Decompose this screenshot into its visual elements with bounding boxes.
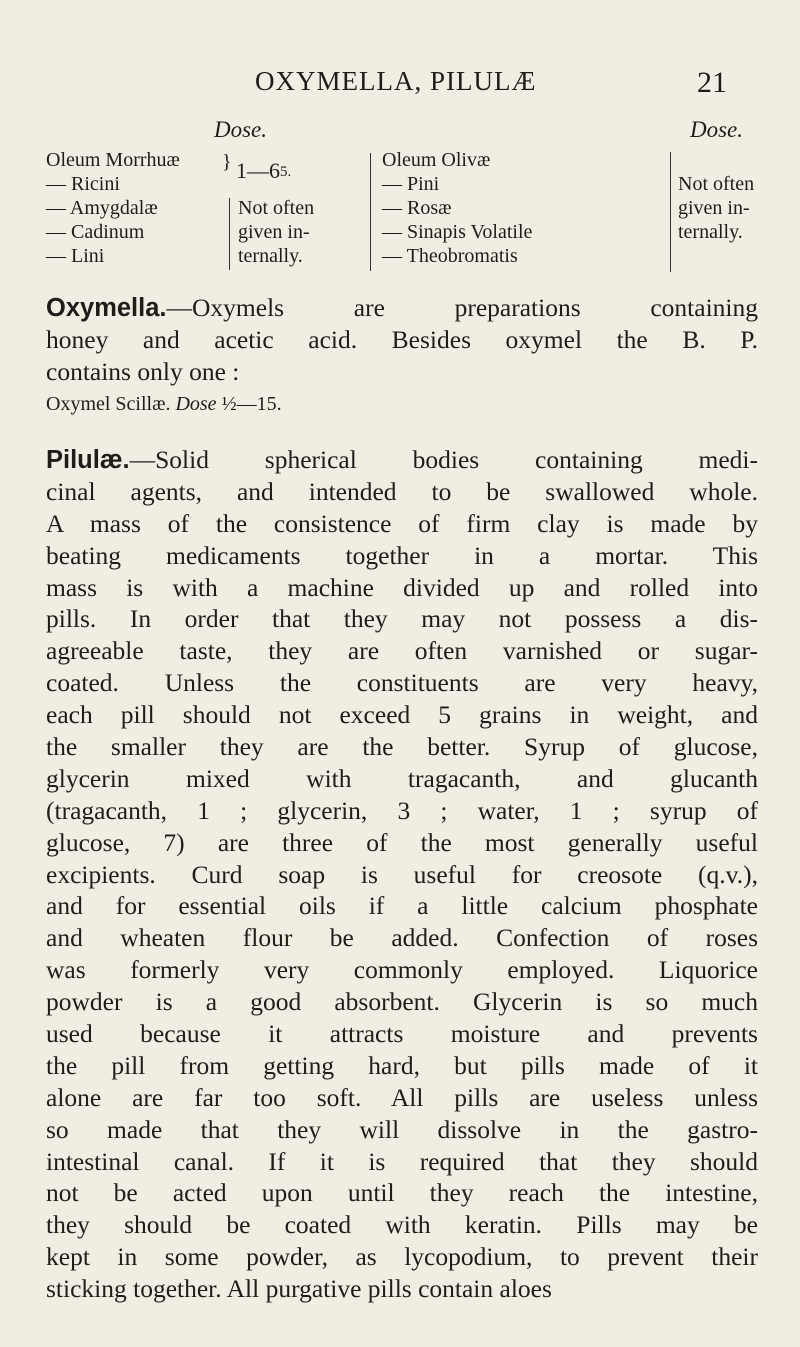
- text-line: so made that they will dissolve in the gastro-: [46, 1114, 758, 1144]
- text-line: and wheaten flour be added. Confection of roses: [46, 923, 758, 953]
- brace-rule: [670, 152, 671, 272]
- text-line: kept in some powder, as lycopodium, to prevent their: [46, 1242, 758, 1272]
- text-line: agreeable taste, they are often varnished or sugar-: [46, 636, 758, 666]
- text-line: A mass of the consistence of firm clay is made by: [46, 508, 758, 538]
- drug-name: — Ricini: [46, 173, 120, 195]
- dose-range: 1—65.: [236, 158, 292, 183]
- oxymel-scillae-entry: [46, 393, 282, 416]
- text-line: honey and acetic acid. Besides oxymel the B. P.: [46, 324, 758, 354]
- text-line: mass is with a machine divided up and rolled into: [46, 572, 758, 602]
- text-line: Oxymella.—Oxymels are preparations containing: [46, 293, 758, 322]
- text-line: contains only one :: [46, 356, 240, 386]
- text-line: the pill from getting hard, but pills made of it: [46, 1050, 758, 1080]
- preparation-name: Oxymel Scillæ.: [46, 393, 171, 415]
- text-line: powder is a good absorbent. Glycerin is so much: [46, 987, 758, 1017]
- brace-glyph: }: [222, 151, 232, 173]
- dose-value: ½—15.: [221, 393, 282, 415]
- running-head: [0, 66, 800, 106]
- text-line: not be acted upon until they reach the intestine,: [46, 1178, 758, 1208]
- brace-rule: [229, 198, 230, 270]
- page-number: 21: [697, 66, 727, 99]
- drug-name: — Cadinum: [46, 221, 145, 243]
- running-title: OXYMELLA, PILULÆ: [255, 66, 537, 96]
- oil-dose-table: [0, 118, 800, 278]
- pilulae-paragraph: [46, 444, 758, 1305]
- text-line: cinal agents, and intended to be swallowed whole.: [46, 476, 758, 506]
- drug-name: Oleum Morrhuæ: [46, 149, 180, 171]
- drug-name: — Lini: [46, 245, 105, 267]
- drug-name: Oleum Olivæ: [382, 149, 491, 171]
- text-line: and for essential oils if a little calcium phosphate: [46, 891, 758, 921]
- dose-note: ternally.: [678, 221, 743, 243]
- text-line: glucose, 7) are three of the most generally useful: [46, 827, 758, 857]
- drug-name: — Sinapis Volatile: [382, 221, 533, 243]
- dose-heading-right: Dose.: [690, 117, 744, 142]
- dose-label: Dose: [175, 393, 217, 415]
- text-line: excipients. Curd soap is useful for creosote (q.v.),: [46, 859, 758, 889]
- text-line: intestinal canal. If it is required that they should: [46, 1146, 758, 1176]
- dose-note: Not often: [678, 173, 755, 195]
- text-line: the smaller they are the better. Syrup of glucose,: [46, 732, 758, 762]
- dose-note: given in-: [238, 221, 310, 243]
- text-line: beating medicaments together in a mortar. This: [46, 540, 758, 570]
- text-line: Pilulæ.—Solid spherical bodies containing medi-: [46, 445, 758, 474]
- text-line: glycerin mixed with tragacanth, and glucanth: [46, 763, 758, 793]
- column-divider: [370, 153, 371, 271]
- entry-term: Oxymella.: [46, 294, 167, 322]
- text-line: was formerly very commonly employed. Liquorice: [46, 955, 758, 985]
- drug-name: — Theobromatis: [382, 245, 518, 267]
- text-line: sticking together. All purgative pills contain aloes: [46, 1274, 552, 1304]
- drug-name: — Pini: [382, 173, 440, 195]
- dose-note: Not often: [238, 197, 315, 219]
- text-line: pills. In order that they may not possess a dis-: [46, 604, 758, 634]
- dose-heading-left: Dose.: [214, 117, 268, 142]
- text-line: (tragacanth, 1 ; glycerin, 3 ; water, 1 ; syrup of: [46, 795, 758, 825]
- text-line: each pill should not exceed 5 grains in weight, and: [46, 700, 758, 730]
- text-line: they should be coated with keratin. Pills may be: [46, 1210, 758, 1240]
- drug-name: — Rosæ: [382, 197, 452, 219]
- text-line: alone are far too soft. All pills are useless unless: [46, 1082, 758, 1112]
- dose-note: given in-: [678, 197, 750, 219]
- entry-term: Pilulæ.: [46, 446, 130, 474]
- text-line: coated. Unless the constituents are very heavy,: [46, 668, 758, 698]
- text-line: used because it attracts moisture and prevents: [46, 1019, 758, 1049]
- dose-note: ternally.: [238, 245, 303, 267]
- oxymella-paragraph: [46, 292, 758, 388]
- drug-name: — Amygdalæ: [46, 197, 158, 219]
